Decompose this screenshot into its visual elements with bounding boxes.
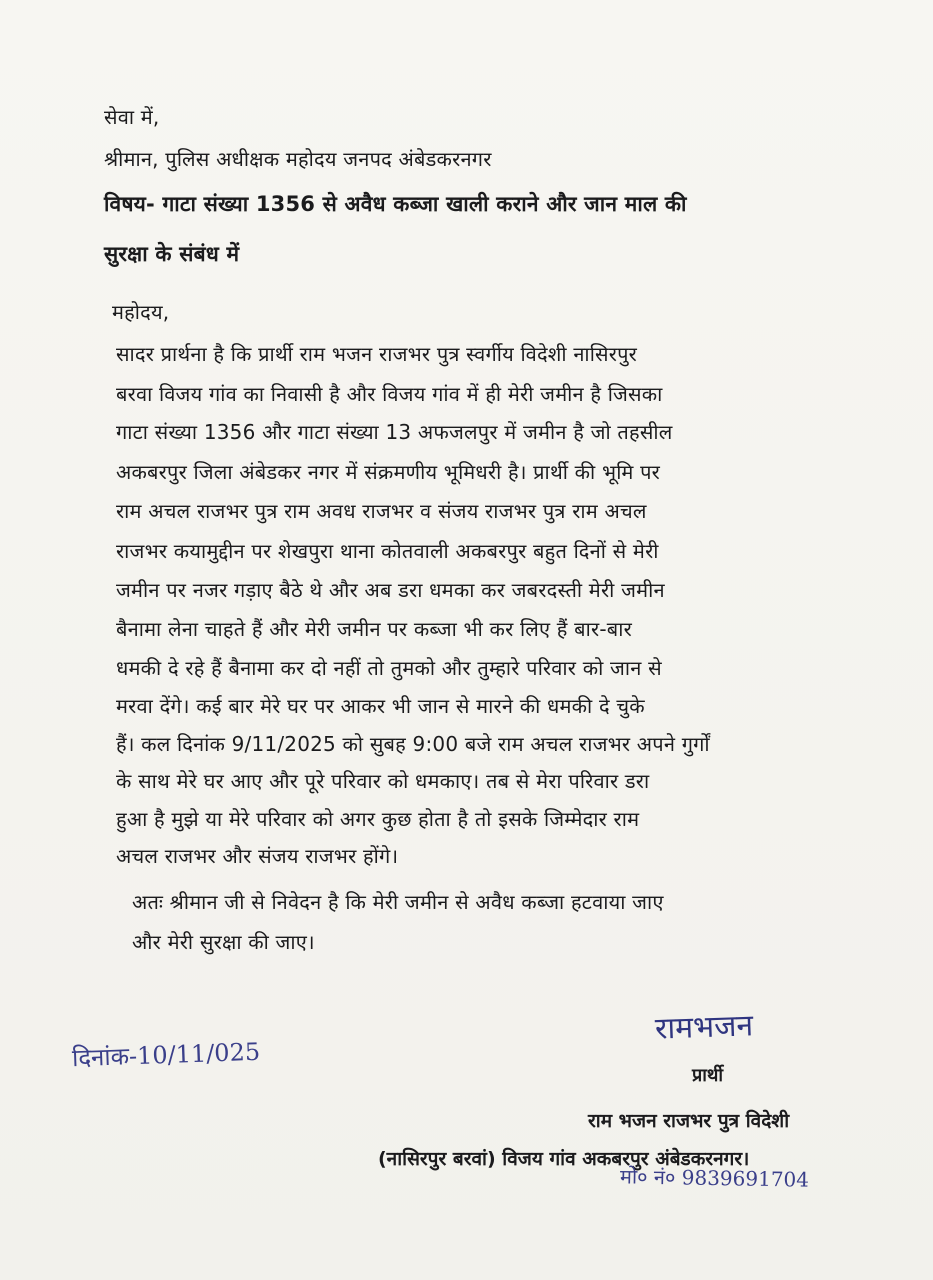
signature: रामभजन xyxy=(654,1008,754,1047)
greeting: महोदय, xyxy=(112,300,170,324)
subject-line-1: विषय- गाटा संख्या 1356 से अवैध कब्जा खाली कराने और जान माल की xyxy=(104,192,687,216)
body-line: राजभर कयामुद्दीन पर शेखपुरा थाना कोतवाली अकबरपुर बहुत दिनों से मेरी xyxy=(116,539,659,563)
handwritten-mobile: मो० नं० 9839691704 xyxy=(619,1164,810,1192)
recipient-line: श्रीमान, पुलिस अधीक्षक महोदय जनपद अंबेडकरनगर xyxy=(104,147,492,171)
closing-line: अतः श्रीमान जी से निवेदन है कि मेरी जमीन से अवैध कब्जा हटवाया जाए xyxy=(132,890,664,914)
body-line: हैं। कल दिनांक 9/11/2025 को सुबह 9:00 बजे राम अचल राजभर अपने गुर्गों xyxy=(116,732,710,756)
closing-line: और मेरी सुरक्षा की जाए। xyxy=(132,930,315,954)
body-line: बैनामा लेना चाहते हैं और मेरी जमीन पर कब्जा भी कर लिए हैं बार-बार xyxy=(116,617,632,641)
body-line: मरवा देंगे। कई बार मेरे घर पर आकर भी जान से मारने की धमकी दे चुके xyxy=(116,694,645,718)
body-line: धमकी दे रहे हैं बैनामा कर दो नहीं तो तुमको और तुम्हारे परिवार को जान से xyxy=(116,656,662,680)
sender-address: (नासिरपुर बरवां) विजय गांव अकबरपुर अंबेडकरनगर। xyxy=(378,1148,750,1170)
body-line: गाटा संख्या 1356 और गाटा संख्या 13 अफजलपुर में जमीन है जो तहसील xyxy=(116,420,673,444)
sender-name: राम भजन राजभर पुत्र विदेशी xyxy=(588,1110,790,1132)
signer-role: प्रार्थी xyxy=(692,1065,724,1086)
body-line: राम अचल राजभर पुत्र राम अवध राजभर व संजय राजभर पुत्र राम अचल xyxy=(116,499,647,523)
body-line: हुआ है मुझे या मेरे परिवार को अगर कुछ होता है तो इसके जिम्मेदार राम xyxy=(116,807,640,831)
salutation-to: सेवा में, xyxy=(104,105,160,129)
subject-line-2: सुरक्षा के संबंध में xyxy=(104,242,240,266)
body-line: सादर प्रार्थना है कि प्रार्थी राम भजन राजभर पुत्र स्वर्गीय विदेशी नासिरपुर xyxy=(116,342,638,366)
handwritten-date: दिनांक-10/11/025 xyxy=(71,1037,261,1073)
body-line: बरवा विजय गांव का निवासी है और विजय गांव में ही मेरी जमीन है जिसका xyxy=(116,382,663,406)
body-line: अकबरपुर जिला अंबेडकर नगर में संक्रमणीय भूमिधरी है। प्रार्थी की भूमि पर xyxy=(116,460,661,484)
body-line: जमीन पर नजर गड़ाए बैठे थे और अब डरा धमका कर जबरदस्ती मेरी जमीन xyxy=(116,578,665,602)
body-line: अचल राजभर और संजय राजभर होंगे। xyxy=(116,844,399,868)
body-line: के साथ मेरे घर आए और पूरे परिवार को धमकाए। तब से मेरा परिवार डरा xyxy=(116,769,650,793)
